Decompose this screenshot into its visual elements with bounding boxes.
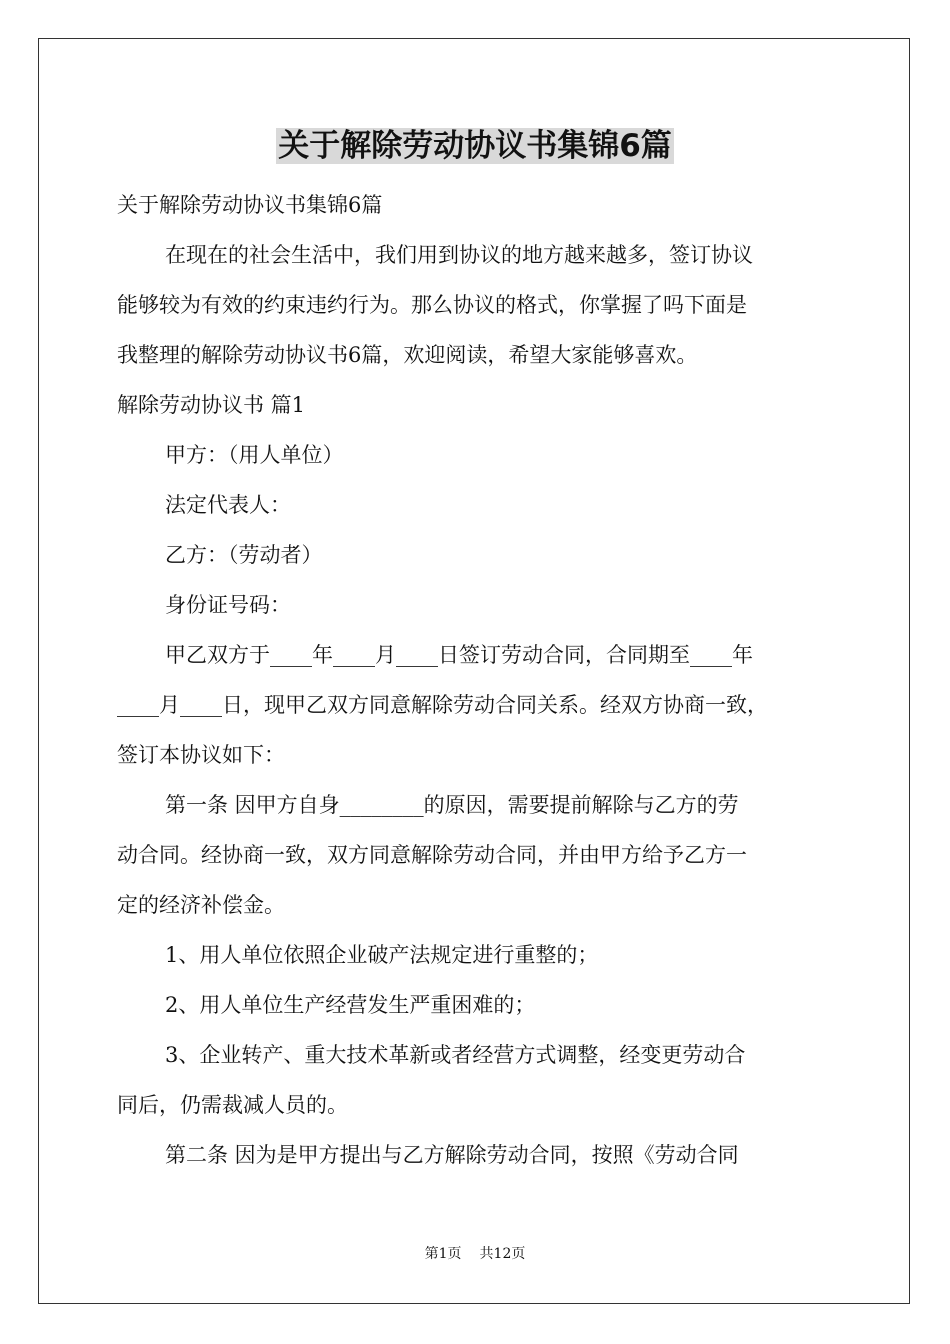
text-line: 同后，仍需裁减人员的。: [117, 1093, 348, 1117]
page-total: 共12页: [479, 1246, 526, 1262]
document-body: [117, 180, 837, 1180]
text-line: 2、用人单位生产经营发生严重困难的；: [165, 993, 536, 1017]
text-line: 身份证号码：: [165, 593, 291, 617]
text-line: ____月____日，现甲乙双方同意解除劳动合同关系。经双方协商一致，: [117, 693, 768, 717]
text-line: 签订本协议如下：: [117, 743, 285, 767]
text-line: 第二条 因为是甲方提出与乙方解除劳动合同，按照《劳动合同: [165, 1143, 739, 1167]
page-number: 第1页: [424, 1246, 462, 1262]
text-line: 第一条 因甲方自身________的原因，需要提前解除与乙方的劳: [165, 793, 739, 817]
document-title-text: 关于解除劳动协议书集锦6篇: [278, 128, 672, 164]
text-line: 能够较为有效的约束违约行为。那么协议的格式，你掌握了吗下面是: [117, 293, 747, 317]
text-line: 甲方：（用人单位）: [165, 443, 344, 467]
text-line: 我整理的解除劳动协议书6篇，欢迎阅读，希望大家能够喜欢。: [117, 343, 698, 367]
text-line: 3、企业转产、重大技术革新或者经营方式调整，经变更劳动合: [165, 1043, 746, 1067]
page-footer: [0, 1244, 950, 1264]
text-line: 动合同。经协商一致，双方同意解除劳动合同，并由甲方给予乙方一: [117, 843, 747, 867]
text-line: 定的经济补偿金。: [117, 893, 285, 917]
text-line: 关于解除劳动协议书集锦6篇: [117, 193, 383, 217]
text-line: 乙方：（劳动者）: [165, 543, 323, 567]
text-line: 1、用人单位依照企业破产法规定进行重整的；: [165, 943, 599, 967]
document-title: [0, 124, 950, 168]
text-line: 解除劳动协议书 篇1: [117, 393, 306, 417]
text-line: 在现在的社会生活中，我们用到协议的地方越来越多，签订协议: [165, 243, 753, 267]
text-line: 甲乙双方于____年____月____日签订劳动合同，合同期至____年: [165, 643, 753, 667]
text-line: 法定代表人：: [165, 493, 291, 517]
